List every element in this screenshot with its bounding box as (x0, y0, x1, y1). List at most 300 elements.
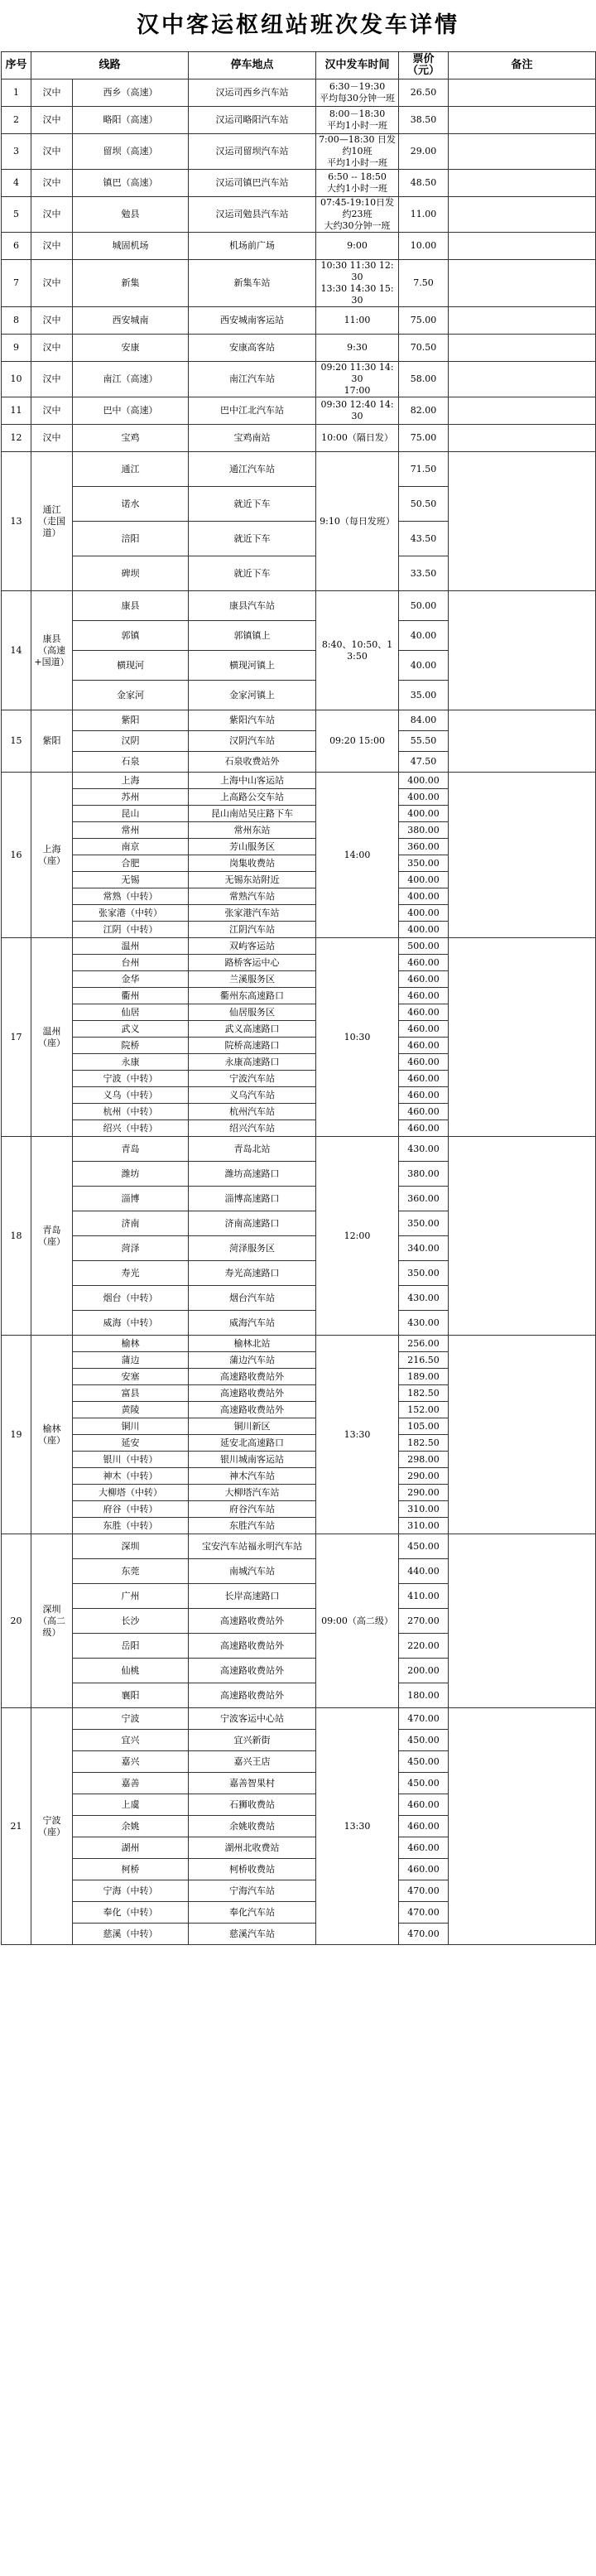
ticket-price: 35.00 (399, 681, 449, 710)
ticket-price: 350.00 (399, 855, 449, 872)
stop-location: 巴中江北汽车站 (189, 397, 316, 425)
stop-location: 就近下车 (189, 487, 316, 522)
table-row (2, 591, 596, 621)
route-stop: 仙桃 (73, 1659, 189, 1683)
ticket-price: 460.00 (399, 1087, 449, 1104)
route-stop: 温州 (73, 938, 189, 955)
stop-location: 高速路收费站外 (189, 1683, 316, 1708)
ticket-price: 400.00 (399, 806, 449, 822)
route-stop: 南京 (73, 839, 189, 855)
table-row (2, 710, 596, 731)
route-stop: 合肥 (73, 855, 189, 872)
stop-location: 高速路收费站外 (189, 1659, 316, 1683)
table-row (2, 1137, 596, 1162)
row-number: 9 (2, 335, 31, 362)
departure-time: 07:45-19:10日发约23班 大约30分钟一班 (316, 197, 399, 233)
ticket-price: 50.00 (399, 591, 449, 621)
stop-location: 宝鸡南站 (189, 425, 316, 452)
remark-cell (449, 773, 596, 938)
route-stop: 蒲边 (73, 1352, 189, 1369)
departure-time: 14:00 (316, 773, 399, 938)
stop-location: 青岛北站 (189, 1137, 316, 1162)
stop-location: 淄博高速路口 (189, 1187, 316, 1211)
departure-time: 6:30－19:30 平均每30分钟一班 (316, 79, 399, 107)
row-number: 3 (2, 134, 31, 170)
stop-location: 汉运司勉县汽车站 (189, 197, 316, 233)
route-origin: 汉中 (31, 260, 73, 307)
ticket-price: 410.00 (399, 1584, 449, 1609)
stop-location: 宜兴新街 (189, 1730, 316, 1751)
ticket-price: 182.50 (399, 1435, 449, 1452)
route-stop: 上海 (73, 773, 189, 789)
row-number: 1 (2, 79, 31, 107)
route-stop: 东莞 (73, 1559, 189, 1584)
route-stop: 永康 (73, 1054, 189, 1071)
ticket-price: 450.00 (399, 1534, 449, 1559)
group-destination: 宁波 （座） (31, 1708, 73, 1945)
ticket-price: 82.00 (399, 397, 449, 425)
route-destination: 勉县 (73, 197, 189, 233)
route-origin: 汉中 (31, 397, 73, 425)
route-stop: 苏州 (73, 789, 189, 806)
ticket-price: 350.00 (399, 1211, 449, 1236)
table-row (2, 307, 596, 335)
group-destination: 康县 （高速+国道） (31, 591, 73, 710)
table-row (2, 1708, 596, 1730)
table-row (2, 773, 596, 789)
group-destination: 深圳 （高二级） (31, 1534, 73, 1708)
ticket-price: 48.50 (399, 170, 449, 197)
ticket-price: 460.00 (399, 1054, 449, 1071)
ticket-price: 10.00 (399, 233, 449, 260)
stop-location: 石泉收费站外 (189, 752, 316, 773)
route-stop: 武义 (73, 1021, 189, 1038)
route-stop: 铜川 (73, 1418, 189, 1435)
schedule-table (1, 51, 596, 1945)
table-row (2, 1534, 596, 1559)
ticket-price: 47.50 (399, 752, 449, 773)
stop-location: 郭镇镇上 (189, 621, 316, 651)
departure-time: 09:20 11:30 14:30 17:00 (316, 362, 399, 397)
stop-location: 双屿客运站 (189, 938, 316, 955)
ticket-price: 182.50 (399, 1385, 449, 1402)
table-row (2, 425, 596, 452)
ticket-price: 310.00 (399, 1518, 449, 1534)
ticket-price: 360.00 (399, 1187, 449, 1211)
stop-location: 上高路公交车站 (189, 789, 316, 806)
remark-cell (449, 1336, 596, 1534)
route-stop: 无锡 (73, 872, 189, 888)
ticket-price: 200.00 (399, 1659, 449, 1683)
route-stop: 东胜（中转） (73, 1518, 189, 1534)
route-origin: 汉中 (31, 307, 73, 335)
route-origin: 汉中 (31, 197, 73, 233)
remark-cell (449, 362, 596, 397)
row-number: 4 (2, 170, 31, 197)
remark-cell (449, 710, 596, 773)
route-stop: 宁波 (73, 1708, 189, 1730)
departure-time: 9:00 (316, 233, 399, 260)
ticket-price: 216.50 (399, 1352, 449, 1369)
group-destination: 紫阳 (31, 710, 73, 773)
remark-cell (449, 938, 596, 1137)
stop-location: 金家河镇上 (189, 681, 316, 710)
stop-location: 路桥客运中心 (189, 955, 316, 971)
route-stop: 济南 (73, 1211, 189, 1236)
departure-time: 8:00－18:30 平均1小时一班 (316, 107, 399, 134)
ticket-price: 460.00 (399, 1837, 449, 1859)
ticket-price: 40.00 (399, 651, 449, 681)
ticket-price: 400.00 (399, 922, 449, 938)
row-number: 15 (2, 710, 31, 773)
stop-location: 榆林北站 (189, 1336, 316, 1352)
table-row (2, 397, 596, 425)
table-row (2, 452, 596, 487)
route-stop: 威海（中转） (73, 1311, 189, 1336)
departure-time: 8:40、10:50、13:50 (316, 591, 399, 710)
ticket-price: 290.00 (399, 1468, 449, 1485)
route-stop: 慈溪（中转） (73, 1924, 189, 1945)
ticket-price: 470.00 (399, 1880, 449, 1902)
route-origin: 汉中 (31, 170, 73, 197)
stop-location: 永康高速路口 (189, 1054, 316, 1071)
ticket-price: 460.00 (399, 1038, 449, 1054)
ticket-price: 460.00 (399, 1021, 449, 1038)
ticket-price: 380.00 (399, 822, 449, 839)
table-row (2, 1336, 596, 1352)
ticket-price: 71.50 (399, 452, 449, 487)
ticket-price: 7.50 (399, 260, 449, 307)
route-stop: 余姚 (73, 1816, 189, 1837)
stop-location: 高速路收费站外 (189, 1609, 316, 1634)
stop-location: 西安城南客运站 (189, 307, 316, 335)
route-origin: 汉中 (31, 79, 73, 107)
stop-location: 绍兴汽车站 (189, 1120, 316, 1137)
departure-time: 09:30 12:40 14:30 (316, 397, 399, 425)
stop-location: 烟台汽车站 (189, 1286, 316, 1311)
departure-time: 10:00（隔日发） (316, 425, 399, 452)
group-destination: 通江 （走国道） (31, 452, 73, 591)
route-destination: 南江（高速） (73, 362, 189, 397)
stop-location: 高速路收费站外 (189, 1402, 316, 1418)
route-stop: 宁波（中转） (73, 1071, 189, 1087)
table-row (2, 260, 596, 307)
stop-location: 宝安汽车站福永明汽车站 (189, 1534, 316, 1559)
stop-location: 武义高速路口 (189, 1021, 316, 1038)
ticket-price: 180.00 (399, 1683, 449, 1708)
route-stop: 碑坝 (73, 556, 189, 591)
route-stop: 常熟（中转） (73, 888, 189, 905)
row-number: 8 (2, 307, 31, 335)
route-stop: 府谷（中转） (73, 1501, 189, 1518)
route-destination: 巴中（高速） (73, 397, 189, 425)
route-destination: 镇巴（高速） (73, 170, 189, 197)
departure-time: 7:00—18:30 日发约10班 平均1小时一班 (316, 134, 399, 170)
ticket-price: 220.00 (399, 1634, 449, 1659)
departure-time: 09:20 15:00 (316, 710, 399, 773)
stop-location: 机场前广场 (189, 233, 316, 260)
ticket-price: 290.00 (399, 1485, 449, 1501)
stop-location: 上海中山客运站 (189, 773, 316, 789)
ticket-price: 400.00 (399, 773, 449, 789)
ticket-price: 380.00 (399, 1162, 449, 1187)
ticket-price: 350.00 (399, 1261, 449, 1286)
route-origin: 汉中 (31, 362, 73, 397)
departure-time: 6:50 -- 18:50 大约1小时一班 (316, 170, 399, 197)
table-row (2, 134, 596, 170)
stop-location: 汉运司镇巴汽车站 (189, 170, 316, 197)
ticket-price: 29.00 (399, 134, 449, 170)
ticket-price: 298.00 (399, 1452, 449, 1468)
route-stop: 台州 (73, 955, 189, 971)
row-number: 14 (2, 591, 31, 710)
ticket-price: 26.50 (399, 79, 449, 107)
route-stop: 黄陵 (73, 1402, 189, 1418)
route-destination: 新集 (73, 260, 189, 307)
table-row (2, 197, 596, 233)
route-stop: 义乌（中转） (73, 1087, 189, 1104)
ticket-price: 440.00 (399, 1559, 449, 1584)
stop-location: 菏泽服务区 (189, 1236, 316, 1261)
ticket-price: 75.00 (399, 425, 449, 452)
ticket-price: 58.00 (399, 362, 449, 397)
page-title: 汉中客运枢纽站班次发车详情 (137, 12, 459, 38)
remark-cell (449, 397, 596, 425)
row-number: 2 (2, 107, 31, 134)
remark-cell (449, 452, 596, 591)
stop-location: 汉运司西乡汽车站 (189, 79, 316, 107)
route-stop: 金家河 (73, 681, 189, 710)
ticket-price: 189.00 (399, 1369, 449, 1385)
stop-location: 奉化汽车站 (189, 1902, 316, 1924)
route-stop: 通江 (73, 452, 189, 487)
route-destination: 西安城南 (73, 307, 189, 335)
route-origin: 汉中 (31, 425, 73, 452)
table-row (2, 79, 596, 107)
route-stop: 横现河 (73, 651, 189, 681)
ticket-price: 470.00 (399, 1902, 449, 1924)
stop-location: 南城汽车站 (189, 1559, 316, 1584)
departure-time: 9:10（每日发班） (316, 452, 399, 591)
table-row (2, 233, 596, 260)
route-origin: 汉中 (31, 233, 73, 260)
header-no: 序号 (2, 52, 31, 79)
route-stop: 上虞 (73, 1794, 189, 1816)
ticket-price: 460.00 (399, 1120, 449, 1137)
stop-location: 芳山服务区 (189, 839, 316, 855)
route-origin: 汉中 (31, 134, 73, 170)
table-row (2, 362, 596, 397)
stop-location: 长岸高速路口 (189, 1584, 316, 1609)
stop-location: 院桥高速路口 (189, 1038, 316, 1054)
stop-location: 湖州北收费站 (189, 1837, 316, 1859)
stop-location: 南江汽车站 (189, 362, 316, 397)
table-row (2, 938, 596, 955)
route-stop: 延安 (73, 1435, 189, 1452)
header-row (2, 52, 596, 79)
route-stop: 大柳塔（中转） (73, 1485, 189, 1501)
stop-location: 府谷汽车站 (189, 1501, 316, 1518)
header-route: 线路 (31, 52, 189, 79)
route-stop: 寿光 (73, 1261, 189, 1286)
stop-location: 杭州汽车站 (189, 1104, 316, 1120)
route-stop: 湖州 (73, 1837, 189, 1859)
ticket-price: 460.00 (399, 1071, 449, 1087)
stop-location: 嘉善智果村 (189, 1773, 316, 1794)
ticket-price: 55.50 (399, 731, 449, 752)
route-stop: 菏泽 (73, 1236, 189, 1261)
stop-location: 岗集收费站 (189, 855, 316, 872)
ticket-price: 400.00 (399, 905, 449, 922)
stop-location: 大柳塔汽车站 (189, 1485, 316, 1501)
remark-cell (449, 335, 596, 362)
ticket-price: 450.00 (399, 1773, 449, 1794)
row-number: 20 (2, 1534, 31, 1708)
ticket-price: 40.00 (399, 621, 449, 651)
row-number: 6 (2, 233, 31, 260)
route-stop: 安塞 (73, 1369, 189, 1385)
stop-location: 就近下车 (189, 556, 316, 591)
ticket-price: 470.00 (399, 1924, 449, 1945)
remark-cell (449, 260, 596, 307)
route-stop: 柯桥 (73, 1859, 189, 1880)
route-stop: 昆山 (73, 806, 189, 822)
route-stop: 烟台（中转） (73, 1286, 189, 1311)
row-number: 10 (2, 362, 31, 397)
route-stop: 张家港（中转） (73, 905, 189, 922)
ticket-price: 460.00 (399, 1816, 449, 1837)
stop-location: 宁波客运中心站 (189, 1708, 316, 1730)
group-destination: 榆林 （座） (31, 1336, 73, 1534)
ticket-price: 460.00 (399, 955, 449, 971)
ticket-price: 430.00 (399, 1286, 449, 1311)
departure-time: 9:30 (316, 335, 399, 362)
remark-cell (449, 170, 596, 197)
ticket-price: 38.50 (399, 107, 449, 134)
ticket-price: 400.00 (399, 789, 449, 806)
route-stop: 仙居 (73, 1004, 189, 1021)
route-stop: 宁海（中转） (73, 1880, 189, 1902)
stop-location: 石狮收费站 (189, 1794, 316, 1816)
stop-location: 宁海汽车站 (189, 1880, 316, 1902)
route-destination: 略阳（高速） (73, 107, 189, 134)
remark-cell (449, 233, 596, 260)
route-stop: 紫阳 (73, 710, 189, 731)
route-stop: 富县 (73, 1385, 189, 1402)
ticket-price: 75.00 (399, 307, 449, 335)
departure-time: 11:00 (316, 307, 399, 335)
stop-location: 东胜汽车站 (189, 1518, 316, 1534)
route-stop: 涪阳 (73, 522, 189, 556)
stop-location: 威海汽车站 (189, 1311, 316, 1336)
route-destination: 宝鸡 (73, 425, 189, 452)
route-stop: 杭州（中转） (73, 1104, 189, 1120)
stop-location: 慈溪汽车站 (189, 1924, 316, 1945)
stop-location: 兰溪服务区 (189, 971, 316, 988)
route-origin: 汉中 (31, 107, 73, 134)
stop-location: 汉阴汽车站 (189, 731, 316, 752)
route-stop: 银川（中转） (73, 1452, 189, 1468)
row-number: 7 (2, 260, 31, 307)
departure-time: 13:30 (316, 1708, 399, 1945)
header-price: 票价 （元） (399, 52, 449, 79)
ticket-price: 270.00 (399, 1609, 449, 1634)
ticket-price: 460.00 (399, 1859, 449, 1880)
row-number: 17 (2, 938, 31, 1137)
table-row (2, 170, 596, 197)
remark-cell (449, 1708, 596, 1945)
stop-location: 昆山南站吴庄路下车 (189, 806, 316, 822)
stop-location: 衢州东高速路口 (189, 988, 316, 1004)
route-stop: 襄阳 (73, 1683, 189, 1708)
route-stop: 郭镇 (73, 621, 189, 651)
ticket-price: 400.00 (399, 872, 449, 888)
route-destination: 城固机场 (73, 233, 189, 260)
stop-location: 江阴汽车站 (189, 922, 316, 938)
row-number: 19 (2, 1336, 31, 1534)
ticket-price: 500.00 (399, 938, 449, 955)
ticket-price: 70.50 (399, 335, 449, 362)
route-stop: 金华 (73, 971, 189, 988)
ticket-price: 470.00 (399, 1708, 449, 1730)
stop-location: 无锡东站附近 (189, 872, 316, 888)
route-stop: 岳阳 (73, 1634, 189, 1659)
route-stop: 常州 (73, 822, 189, 839)
ticket-price: 450.00 (399, 1730, 449, 1751)
stop-location: 神木汽车站 (189, 1468, 316, 1485)
stop-location: 宁波汽车站 (189, 1071, 316, 1087)
stop-location: 高速路收费站外 (189, 1369, 316, 1385)
stop-location: 银川城南客运站 (189, 1452, 316, 1468)
stop-location: 康县汽车站 (189, 591, 316, 621)
route-stop: 青岛 (73, 1137, 189, 1162)
ticket-price: 450.00 (399, 1751, 449, 1773)
table-row (2, 335, 596, 362)
schedule-body (2, 79, 596, 1945)
departure-time: 12:00 (316, 1137, 399, 1336)
ticket-price: 340.00 (399, 1236, 449, 1261)
route-stop: 潍坊 (73, 1162, 189, 1187)
ticket-price: 152.00 (399, 1402, 449, 1418)
departure-time: 10:30 11:30 12:30 13:30 14:30 15:30 (316, 260, 399, 307)
route-stop: 神木（中转） (73, 1468, 189, 1485)
route-stop: 奉化（中转） (73, 1902, 189, 1924)
remark-cell (449, 1534, 596, 1708)
stop-location: 延安北高速路口 (189, 1435, 316, 1452)
stop-location: 汉运司留坝汽车站 (189, 134, 316, 170)
header-stop: 停车地点 (189, 52, 316, 79)
row-number: 13 (2, 452, 31, 591)
stop-location: 余姚收费站 (189, 1816, 316, 1837)
departure-time: 10:30 (316, 938, 399, 1137)
row-number: 21 (2, 1708, 31, 1945)
remark-cell (449, 425, 596, 452)
stop-location: 蒲边汽车站 (189, 1352, 316, 1369)
ticket-price: 43.50 (399, 522, 449, 556)
table-row (2, 107, 596, 134)
ticket-price: 84.00 (399, 710, 449, 731)
route-stop: 淄博 (73, 1187, 189, 1211)
route-stop: 榆林 (73, 1336, 189, 1352)
header-remark: 备注 (449, 52, 596, 79)
stop-location: 仙居服务区 (189, 1004, 316, 1021)
ticket-price: 460.00 (399, 988, 449, 1004)
row-number: 5 (2, 197, 31, 233)
route-stop: 衢州 (73, 988, 189, 1004)
ticket-price: 460.00 (399, 1004, 449, 1021)
route-stop: 江阴（中转） (73, 922, 189, 938)
remark-cell (449, 1137, 596, 1336)
